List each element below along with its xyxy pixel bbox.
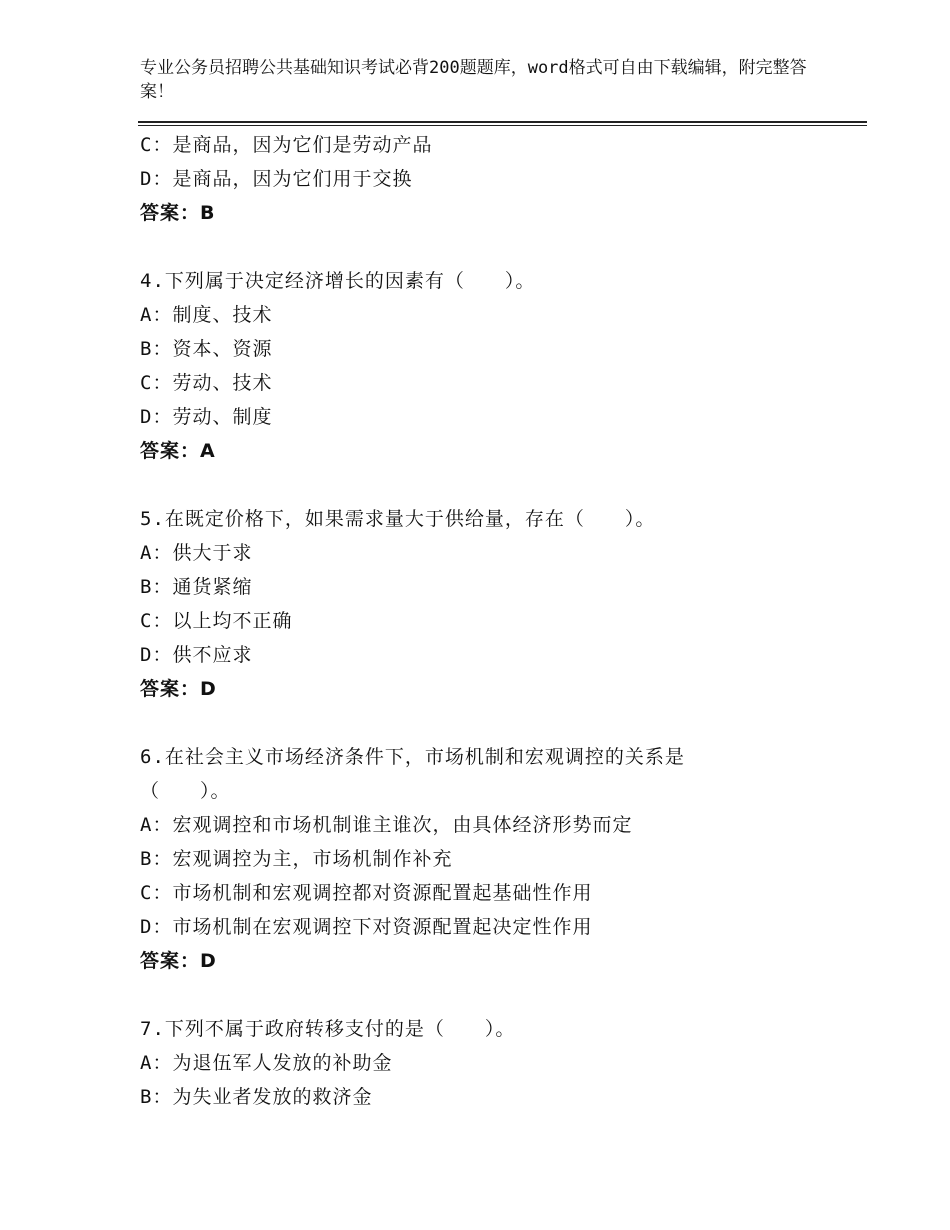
answer-label: 答案：D (140, 950, 217, 972)
question-text: 7.下列不属于政府转移支付的是（ ）。 (140, 1018, 516, 1040)
header-rule-thick (138, 121, 867, 123)
option-d: D：供不应求 (140, 644, 253, 666)
spacer (140, 706, 860, 740)
question-block-3 (140, 128, 860, 230)
question-block-4 (140, 264, 860, 468)
question-text-line1: 6.在社会主义市场经济条件下，市场机制和宏观调控的关系是 (140, 746, 685, 768)
answer-label: 答案：D (140, 678, 217, 700)
question-text: 4.下列属于决定经济增长的因素有（ ）。 (140, 270, 536, 292)
option-c: C：是商品，因为它们是劳动产品 (140, 134, 433, 156)
option-c: C：市场机制和宏观调控都对资源配置起基础性作用 (140, 882, 593, 904)
question-block-6 (140, 740, 860, 978)
option-b: B：通货紧缩 (140, 576, 253, 598)
answer-label: 答案：A (140, 440, 216, 462)
question-text: 5.在既定价格下，如果需求量大于供给量，存在（ ）。 (140, 508, 656, 530)
option-d: D：是商品，因为它们用于交换 (140, 168, 413, 190)
option-b: B：为失业者发放的救济金 (140, 1086, 373, 1108)
spacer (140, 978, 860, 1012)
header-text: 专业公务员招聘公共基础知识考试必背200题题库，word格式可自由下载编辑，附完整答案！ (140, 58, 807, 102)
question-block-7 (140, 1012, 860, 1114)
answer-label: 答案：B (140, 202, 216, 224)
spacer (140, 468, 860, 502)
question-list (140, 128, 860, 1114)
question-text-line2: （ ）。 (140, 780, 231, 802)
page-header (140, 56, 840, 104)
option-a: A：宏观调控和市场机制谁主谁次，由具体经济形势而定 (140, 814, 633, 836)
option-c: C：劳动、技术 (140, 372, 273, 394)
option-a: A：为退伍军人发放的补助金 (140, 1052, 393, 1074)
option-b: B：资本、资源 (140, 338, 273, 360)
question-block-5 (140, 502, 860, 706)
spacer (140, 230, 860, 264)
option-d: D：劳动、制度 (140, 406, 273, 428)
option-a: A：供大于求 (140, 542, 253, 564)
option-a: A：制度、技术 (140, 304, 273, 326)
header-rule-thin (138, 125, 867, 126)
option-b: B：宏观调控为主，市场机制作补充 (140, 848, 453, 870)
option-d: D：市场机制在宏观调控下对资源配置起决定性作用 (140, 916, 593, 938)
option-c: C：以上均不正确 (140, 610, 293, 632)
